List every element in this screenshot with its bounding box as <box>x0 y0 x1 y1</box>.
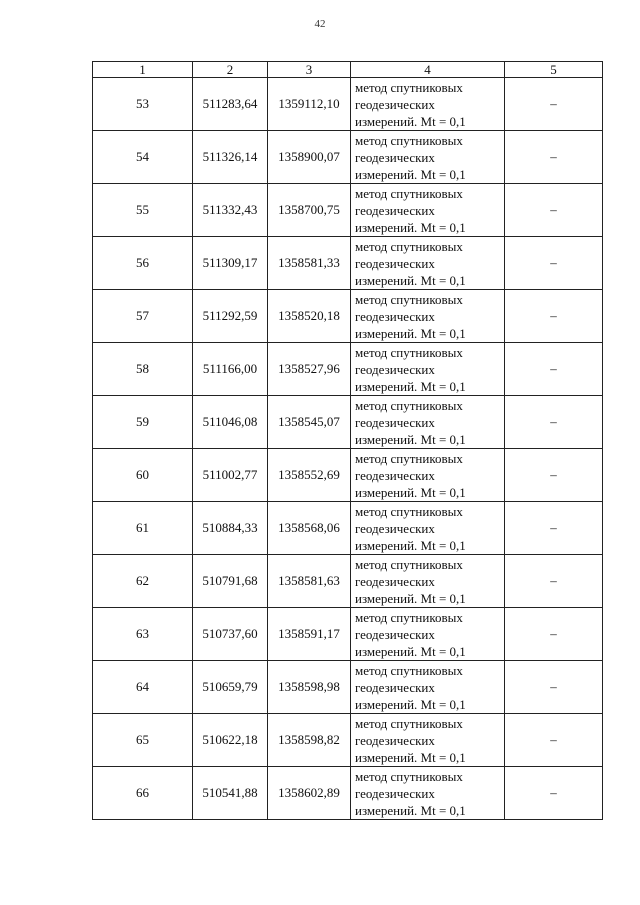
point-number-cell: 53 <box>93 78 193 131</box>
method-text-line: метод спутниковых <box>355 609 463 625</box>
method-text-line: геодезических <box>355 255 435 271</box>
method-text-line: геодезических <box>355 679 435 695</box>
method-text-line: метод спутниковых <box>355 397 463 413</box>
x-coordinate-cell: 510737,60 <box>193 608 268 661</box>
point-number-cell: 62 <box>93 555 193 608</box>
point-number-cell: 56 <box>93 237 193 290</box>
table-row <box>93 767 603 820</box>
y-coordinate-cell: 1358527,96 <box>268 343 351 396</box>
table-row <box>93 449 603 502</box>
x-coordinate-cell: 511292,59 <box>193 290 268 343</box>
method-text-line: измерений. Mt = 0,1 <box>355 113 466 129</box>
note-cell: – <box>505 714 603 767</box>
point-number-cell: 60 <box>93 449 193 502</box>
method-cell <box>351 661 505 714</box>
x-coordinate-cell: 511046,08 <box>193 396 268 449</box>
y-coordinate-cell: 1358900,07 <box>268 131 351 184</box>
point-number-cell: 54 <box>93 131 193 184</box>
method-text-line: метод спутниковых <box>355 503 463 519</box>
method-text-line: метод спутниковых <box>355 715 463 731</box>
table-row <box>93 78 603 131</box>
point-number-cell: 63 <box>93 608 193 661</box>
table-row <box>93 184 603 237</box>
note-cell: – <box>505 767 603 820</box>
note-cell: – <box>505 237 603 290</box>
x-coordinate-cell: 510659,79 <box>193 661 268 714</box>
table-row <box>93 290 603 343</box>
column-header-5: 5 <box>505 62 603 78</box>
method-text-line: измерений. Mt = 0,1 <box>355 802 466 818</box>
method-text-line: геодезических <box>355 202 435 218</box>
y-coordinate-cell: 1358520,18 <box>268 290 351 343</box>
method-text-line: геодезических <box>355 520 435 536</box>
table-row <box>93 661 603 714</box>
point-number-cell: 64 <box>93 661 193 714</box>
method-cell <box>351 396 505 449</box>
table-header-row <box>93 62 603 78</box>
method-text-line: измерений. Mt = 0,1 <box>355 325 466 341</box>
method-text-line: метод спутниковых <box>355 238 463 254</box>
method-text-line: геодезических <box>355 467 435 483</box>
note-cell: – <box>505 343 603 396</box>
x-coordinate-cell: 510622,18 <box>193 714 268 767</box>
column-header-2: 2 <box>193 62 268 78</box>
note-cell: – <box>505 290 603 343</box>
table-row <box>93 237 603 290</box>
method-cell <box>351 290 505 343</box>
table-row <box>93 555 603 608</box>
y-coordinate-cell: 1358552,69 <box>268 449 351 502</box>
y-coordinate-cell: 1358581,33 <box>268 237 351 290</box>
method-text-line: измерений. Mt = 0,1 <box>355 378 466 394</box>
table-body <box>93 78 603 820</box>
y-coordinate-cell: 1358591,17 <box>268 608 351 661</box>
y-coordinate-cell: 1358545,07 <box>268 396 351 449</box>
point-number-cell: 55 <box>93 184 193 237</box>
method-cell <box>351 184 505 237</box>
y-coordinate-cell: 1358602,89 <box>268 767 351 820</box>
method-text-line: измерений. Mt = 0,1 <box>355 272 466 288</box>
x-coordinate-cell: 511326,14 <box>193 131 268 184</box>
table-row <box>93 131 603 184</box>
x-coordinate-cell: 511332,43 <box>193 184 268 237</box>
x-coordinate-cell: 511283,64 <box>193 78 268 131</box>
point-number-cell: 59 <box>93 396 193 449</box>
x-coordinate-cell: 511002,77 <box>193 449 268 502</box>
x-coordinate-cell: 510791,68 <box>193 555 268 608</box>
note-cell: – <box>505 184 603 237</box>
method-cell <box>351 343 505 396</box>
method-text-line: измерений. Mt = 0,1 <box>355 643 466 659</box>
method-text-line: метод спутниковых <box>355 344 463 360</box>
method-text-line: геодезических <box>355 732 435 748</box>
point-number-cell: 58 <box>93 343 193 396</box>
method-text-line: измерений. Mt = 0,1 <box>355 431 466 447</box>
method-text-line: геодезических <box>355 626 435 642</box>
y-coordinate-cell: 1358700,75 <box>268 184 351 237</box>
note-cell: – <box>505 608 603 661</box>
method-cell <box>351 237 505 290</box>
method-text-line: метод спутниковых <box>355 556 463 572</box>
table-row <box>93 502 603 555</box>
note-cell: – <box>505 131 603 184</box>
note-cell: – <box>505 555 603 608</box>
y-coordinate-cell: 1358568,06 <box>268 502 351 555</box>
method-text-line: измерений. Mt = 0,1 <box>355 537 466 553</box>
method-text-line: геодезических <box>355 414 435 430</box>
point-number-cell: 61 <box>93 502 193 555</box>
method-text-line: метод спутниковых <box>355 185 463 201</box>
method-text-line: геодезических <box>355 149 435 165</box>
point-number-cell: 65 <box>93 714 193 767</box>
method-text-line: геодезических <box>355 96 435 112</box>
column-header-1: 1 <box>93 62 193 78</box>
method-text-line: метод спутниковых <box>355 768 463 784</box>
method-text-line: измерений. Mt = 0,1 <box>355 166 466 182</box>
method-cell <box>351 449 505 502</box>
point-number-cell: 66 <box>93 767 193 820</box>
method-text-line: метод спутниковых <box>355 662 463 678</box>
column-header-4: 4 <box>351 62 505 78</box>
method-text-line: геодезических <box>355 361 435 377</box>
point-number-cell: 57 <box>93 290 193 343</box>
method-cell <box>351 608 505 661</box>
method-text-line: геодезических <box>355 308 435 324</box>
note-cell: – <box>505 78 603 131</box>
y-coordinate-cell: 1358581,63 <box>268 555 351 608</box>
method-text-line: метод спутниковых <box>355 132 463 148</box>
table-row <box>93 396 603 449</box>
method-cell <box>351 131 505 184</box>
note-cell: – <box>505 502 603 555</box>
table-row <box>93 608 603 661</box>
table-row <box>93 343 603 396</box>
table-row <box>93 714 603 767</box>
note-cell: – <box>505 449 603 502</box>
y-coordinate-cell: 1358598,98 <box>268 661 351 714</box>
method-text-line: метод спутниковых <box>355 291 463 307</box>
method-cell <box>351 714 505 767</box>
note-cell: – <box>505 661 603 714</box>
method-text-line: метод спутниковых <box>355 79 463 95</box>
method-cell <box>351 502 505 555</box>
x-coordinate-cell: 511309,17 <box>193 237 268 290</box>
method-text-line: геодезических <box>355 573 435 589</box>
x-coordinate-cell: 510541,88 <box>193 767 268 820</box>
y-coordinate-cell: 1359112,10 <box>268 78 351 131</box>
y-coordinate-cell: 1358598,82 <box>268 714 351 767</box>
method-cell <box>351 767 505 820</box>
method-cell <box>351 78 505 131</box>
page-number: 42 <box>314 18 326 30</box>
method-cell <box>351 555 505 608</box>
column-header-3: 3 <box>268 62 351 78</box>
coordinates-table <box>92 61 603 820</box>
method-text-line: геодезических <box>355 785 435 801</box>
method-text-line: измерений. Mt = 0,1 <box>355 590 466 606</box>
method-text-line: метод спутниковых <box>355 450 463 466</box>
method-text-line: измерений. Mt = 0,1 <box>355 484 466 500</box>
method-text-line: измерений. Mt = 0,1 <box>355 219 466 235</box>
note-cell: – <box>505 396 603 449</box>
method-text-line: измерений. Mt = 0,1 <box>355 749 466 765</box>
x-coordinate-cell: 510884,33 <box>193 502 268 555</box>
method-text-line: измерений. Mt = 0,1 <box>355 696 466 712</box>
x-coordinate-cell: 511166,00 <box>193 343 268 396</box>
